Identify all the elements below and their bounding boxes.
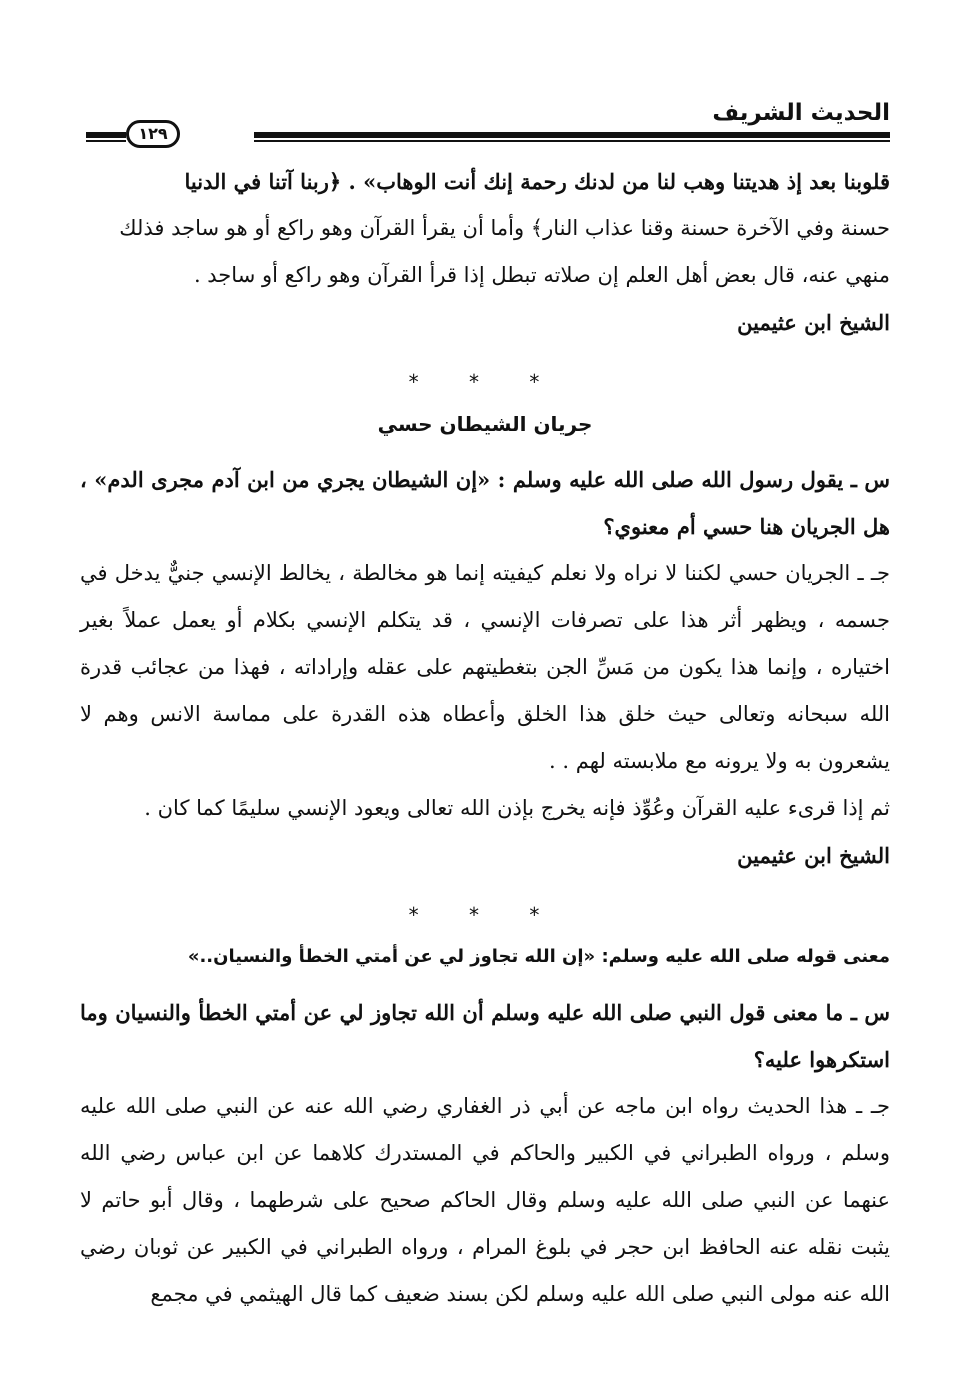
separator-stars: * * * <box>408 903 562 927</box>
section-heading: معنى قوله صلى الله عليه وسلم: «إن الله تجاوز لي عن أمتي الخطأ والنسيان..» <box>187 946 890 967</box>
header-rule <box>254 132 890 138</box>
header-rule-left-thin <box>86 140 126 142</box>
question: س ـ يقول رسول الله صلى الله عليه وسلم : «إن الشيطان يجري من ابن آدم مجرى الدم» ، هل الجريان هنا حسي أم معنوي؟ <box>80 467 890 539</box>
answer-paragraph: جـ ـ الجريان حسي لكننا لا نراه ولا نعلم كيفيته إنما هو مخالطة ، يخالط الإنسي جنيٌّ يدخل في جسمه ، ويظهر أثر هذا على تصرفات الإنسي ، قد يتكلم الإنسي بكلام أو يعمل عملاً بغير اختياره ، وإنما هذا يكون من مَسِّ الجن بتغطيتهم على عقله وإراداته ، فهذا من عجائب قدرة الله سبحانه وتعالى حيث خلق هذا الخلق وأعطاه هذه القدرة على مماسة الانس وهم لا يشعرون به ولا يرونه مع ملابسته لهم . . <box>80 561 890 773</box>
question: س ـ ما معنى قول النبي صلى الله عليه وسلم أن الله تجاوز لي عن أمتي الخطأ والنسيان وما استكرهوا عليه؟ <box>80 1000 890 1072</box>
answer-paragraph: جـ ـ هذا الحديث رواه ابن ماجه عن أبي ذر الغفاري رضي الله عنه عن النبي صلى الله عليه وسلم ، ورواه الطبراني في الكبير والحاكم في المستدرك كلاهما عن ابن عباس رضي الله عنهما عن النبي صلى الله عليه وسلم وقال الحاكم صحيح على شرطهما ، وقال أبو حاتم لا يثبت نقله عنه الحافظ ابن حجر في بلوغ المرام ، ورواه الطبراني في الكبير عن ثوبان رضي الله عنه مولى النبي صلى الله عليه وسلم لكن بسند ضعيف كما قال الهيثمي في مجمع <box>80 1094 890 1306</box>
separator-stars: * * * <box>408 370 562 394</box>
header-rule-thin <box>254 140 890 142</box>
book-page <box>80 96 890 1318</box>
attribution: الشيخ ابن عثيمين <box>737 843 890 868</box>
header-rule-left <box>86 132 126 138</box>
page-number: ١٢٩ <box>126 120 180 148</box>
running-header <box>80 96 890 143</box>
page-body <box>80 158 890 1318</box>
running-title: الحديث الشريف <box>712 100 890 126</box>
attribution: الشيخ ابن عثيمين <box>737 310 890 335</box>
text-line: حسنة وفي الآخرة حسنة وقنا عذاب النار﴾ وأما أن يقرأ القرآن وهو راكع أو هو ساجد فذلك <box>119 216 890 240</box>
section-heading: جريان الشيطان حسي <box>377 412 593 436</box>
answer-paragraph: ثم إذا قرىء عليه القرآن وعُوِّذ فإنه يخرج بإذن الله تعالى ويعود الإنسي سليمًا كما كان . <box>144 796 890 820</box>
text-line: منهي عنه، قال بعض أهل العلم إن صلاته تبطل إذا قرأ القرآن وهو راكع أو ساجد . <box>193 263 890 287</box>
text-line: قلوبنا بعد إذ هديتنا وهب لنا من لدنك رحمة إنك أنت الوهاب» . ﴿ربنا آتنا في الدنيا <box>184 169 890 194</box>
